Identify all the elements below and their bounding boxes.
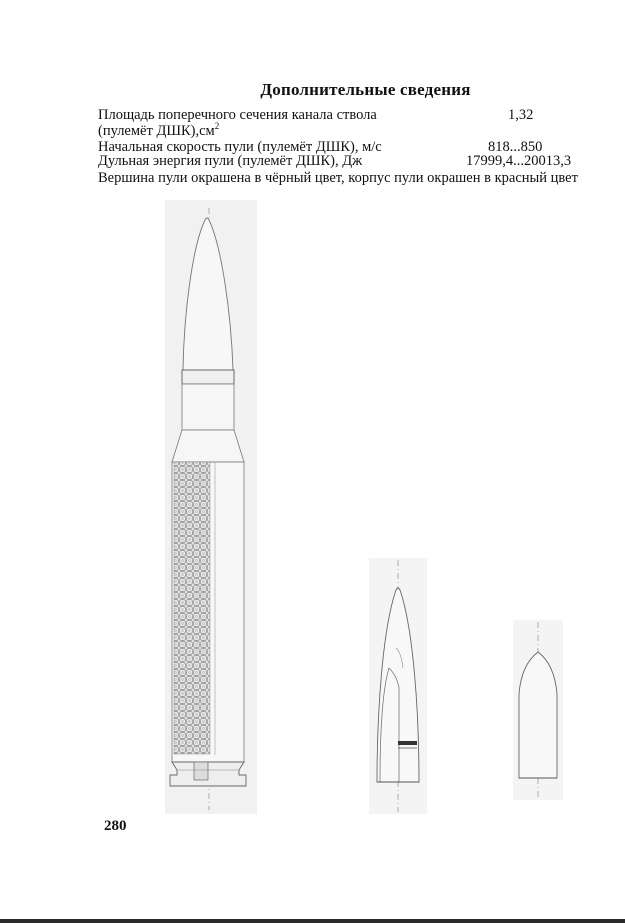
spec-label-muzzle-energy: Дульная энергия пули (пулемёт ДШК), Дж: [98, 153, 363, 169]
bullet-core-drawing: [513, 620, 563, 800]
bullet-core-svg: [513, 620, 563, 800]
spec-label-muzzle-velocity: Начальная скорость пули (пулемёт ДШК), м/с: [98, 139, 382, 155]
spec-note-paint: Вершина пули окрашена в чёрный цвет, корпус пули окрашен в красный цвет: [98, 170, 578, 186]
cartridge-drawing-svg: [165, 200, 257, 814]
spec-label-bore-area-unit: (пулемёт ДШК),см: [98, 123, 215, 139]
bullet-section-drawing: [369, 558, 427, 814]
spec-value-muzzle-velocity: 818...850: [488, 139, 543, 155]
spec-label-bore-area: Площадь поперечного сечения канала ствола: [98, 107, 377, 123]
section-title: Дополнительные сведения: [260, 80, 471, 99]
spec-value-muzzle-energy: 17999,4...20013,3: [466, 153, 572, 169]
spec-label-bore-area-sup: 2: [214, 121, 220, 132]
spec-label-bore-area-cont: [98, 123, 219, 139]
bullet-section-svg: [369, 558, 427, 814]
cartridge-drawing: [165, 200, 257, 814]
page-number: 280: [104, 818, 127, 834]
spec-value-bore-area: 1,32: [508, 107, 534, 123]
window-bottom-edge: [0, 919, 625, 923]
